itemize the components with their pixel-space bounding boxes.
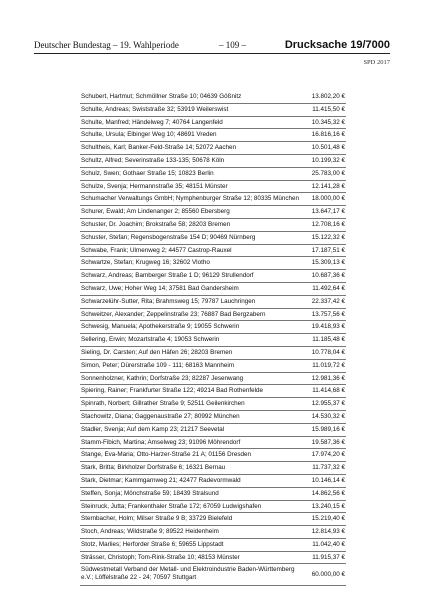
- donation-amount: 14.862,56 €: [311, 489, 345, 497]
- table-row: [80, 462, 346, 475]
- donation-table: [80, 91, 346, 586]
- donor-name-address: Schwarzelühr-Sutter, Rita; Brahmsweg 15; 79787 Lauchringen: [81, 297, 256, 305]
- donor-name-address: Schubert, Hartmut; Schmöllner Straße 10; 04639 Gößnitz: [81, 93, 242, 100]
- table-row: [80, 270, 346, 283]
- donation-amount: 13.757,56 €: [311, 310, 345, 318]
- donation-amount: 14.530,32 €: [311, 412, 345, 420]
- donor-name-address: Sellering, Erwin; Mozartstraße 4; 19053 Schwerin: [81, 336, 220, 344]
- donation-amount: 10.501,48 €: [311, 144, 345, 152]
- table-row: [80, 104, 346, 117]
- donor-name-address: Schumacher Verwaltungs GmbH; Nymphenburger Straße 12; 80335 München: [81, 195, 300, 203]
- table-row: [80, 513, 346, 526]
- page-header: [34, 40, 390, 54]
- table-row: [80, 564, 346, 586]
- donation-amount: 19.418,93 €: [311, 323, 345, 331]
- donation-amount: 11.737,32 €: [312, 464, 345, 472]
- donation-amount: 12.708,16 €: [311, 220, 345, 228]
- donor-name-address: Schwartze, Stefan; Krugweg 16; 32602 Vlotho: [81, 259, 210, 267]
- donor-name-address: Strässer, Christoph; Tom-Rink-Straße 10; 48153 Münster: [81, 553, 240, 561]
- header-rule: [34, 53, 390, 54]
- donation-amount: 12.141,28 €: [311, 182, 345, 190]
- parliament-label: Deutscher Bundestag – 19. Wahlperiode: [34, 40, 179, 50]
- table-row: [80, 219, 346, 232]
- table-row: [80, 117, 346, 130]
- donation-amount: 10.199,32 €: [311, 156, 345, 164]
- donor-name-address: Spinrath, Norbert; Gillrather Straße 9; 52511 Geilenkirchen: [81, 400, 245, 408]
- table-row: [80, 321, 346, 334]
- table-row: [80, 193, 346, 206]
- donor-name-address: Schulte, Andreas; Swiststraße 32; 53919 Weilerswist: [81, 105, 229, 113]
- table-row: [80, 539, 346, 552]
- donation-amount: 15.989,16 €: [311, 425, 345, 433]
- table-row: [80, 257, 346, 270]
- donor-name-address: Stange, Eva-Maria; Otto-Harzer-Straße 21 A; 01156 Dresden: [81, 451, 251, 459]
- donor-name-address: Schultz, Alfred; Severinstraße 133-135; 50678 Köln: [81, 156, 225, 164]
- donation-amount: 18.000,00 €: [311, 195, 345, 203]
- donor-name-address: Stamm-Fibich, Martina; Amselweg 23; 91096 Möhrendorf: [81, 438, 241, 446]
- donation-amount: 11.415,50 €: [312, 105, 345, 113]
- donation-amount: 11.042,40 €: [312, 540, 345, 548]
- table-row: [80, 142, 346, 155]
- donation-amount: 13.647,17 €: [311, 208, 345, 216]
- donation-amount: 12.981,36 €: [311, 374, 345, 382]
- donation-amount: 60.000,00 €: [311, 571, 345, 579]
- donation-amount: 13.802,20 €: [311, 93, 345, 100]
- table-row: [80, 155, 346, 168]
- donor-name-address: Schwabe, Frank; Ulmenweg 2; 44577 Castrop-Rauxel: [81, 246, 232, 254]
- donor-name-address: Schulte, Ursula; Elbinger Weg 10; 48691 Vreden: [81, 131, 217, 139]
- donation-amount: 16.816,16 €: [311, 131, 345, 139]
- table-row: [80, 526, 346, 539]
- donor-name-address: Schwarz, Uwe; Hoher Weg 14; 37581 Bad Gandersheim: [81, 284, 239, 292]
- table-row: [80, 373, 346, 386]
- page-number: – 109 –: [219, 40, 246, 50]
- donation-amount: 15.219,40 €: [311, 515, 345, 523]
- table-row: [80, 411, 346, 424]
- table-row: [80, 283, 346, 296]
- table-row: [80, 347, 346, 360]
- table-row: [80, 206, 346, 219]
- donor-name-address: Stoch, Andreas; Wildstraße 9; 89522 Heidenheim: [81, 528, 219, 536]
- table-row: [80, 437, 346, 450]
- donation-amount: 22.337,42 €: [311, 297, 345, 305]
- donation-amount: 17.187,51 €: [311, 246, 345, 254]
- donor-name-address: Stark, Britta; Birkholzer Dorfstraße 6; 16321 Bernau: [81, 464, 226, 472]
- table-row: [80, 91, 346, 104]
- table-row: [80, 385, 346, 398]
- donor-name-address: Schulz, Swen; Gothaer Straße 15; 10823 Berlin: [81, 169, 214, 177]
- donation-amount: 10.687,36 €: [311, 272, 345, 280]
- donor-name-address: Stotz, Marlies; Herforder Straße 6; 59655 Lippstadt: [81, 540, 224, 548]
- table-row: [80, 296, 346, 309]
- donation-amount: 11.915,37 €: [312, 553, 345, 561]
- donation-amount: 11.019,72 €: [312, 361, 345, 369]
- donor-name-address: Schuster, Stefan; Regensbogenstraße 154 D; 90469 Nürnberg: [81, 233, 256, 241]
- donation-amount: 13.240,15 €: [311, 502, 345, 510]
- donor-name-address: Schweitzer, Alexander; Zeppelinstraße 23; 76887 Bad Bergzabern: [81, 310, 266, 318]
- donation-amount: 15.122,32 €: [311, 233, 345, 241]
- donation-amount: 25.783,00 €: [311, 169, 345, 177]
- table-row: [80, 168, 346, 181]
- table-row: [80, 449, 346, 462]
- donor-name-address: Steffen, Sonja; Mönchstraße 59; 18439 Stralsund: [81, 489, 219, 497]
- donor-name-address: Spiering, Rainer; Frankfurter Straße 122; 49214 Bad Rothenfelde: [81, 387, 264, 395]
- donation-amount: 11.185,48 €: [312, 336, 345, 344]
- table-row: [80, 309, 346, 322]
- donor-name-address: Südwestmetall Verband der Metall- und Elektroindustrie Baden-Württemberg e.V.; Löffelstraße 22 - 24; 70597 Stuttgart: [81, 566, 295, 582]
- donor-name-address: Stark, Dietmar; Kammgarnweg 21; 42477 Radevormwald: [81, 476, 241, 484]
- donor-name-address: Schwesig, Manuela; Apothekerstraße 9; 19055 Schwerin: [81, 323, 240, 331]
- donation-amount: 11.414,68 €: [312, 387, 345, 395]
- donation-amount: 10.345,32 €: [311, 118, 345, 126]
- donation-amount: 17.974,20 €: [311, 451, 345, 459]
- table-row: [80, 488, 346, 501]
- table-row: [80, 245, 346, 258]
- party-year-label: SPD 2017: [363, 59, 390, 66]
- table-row: [80, 360, 346, 373]
- donation-amount: 11.492,64 €: [312, 284, 345, 292]
- donor-name-address: Simon, Peter; Dürerstraße 109 - 111; 68163 Mannheim: [81, 361, 235, 369]
- donor-name-address: Steinruck, Jutta; Frankenthaler Straße 172; 67059 Ludwigshafen: [81, 502, 262, 510]
- donor-name-address: Stachowitz, Diana; Gaggenaustraße 27; 80992 München: [81, 412, 240, 420]
- donation-amount: 12.955,37 €: [311, 400, 345, 408]
- table-row: [80, 181, 346, 194]
- donation-amount: 10.778,04 €: [311, 348, 345, 356]
- table-row: [80, 398, 346, 411]
- table-row: [80, 475, 346, 488]
- donor-name-address: Sonnenholzner, Kathrin; Dorfstraße 23; 82287 Jesenwang: [81, 374, 244, 382]
- donor-name-address: Schulze, Svenja; Hermannstraße 35; 48151 Münster: [81, 182, 228, 190]
- donation-amount: 15.309,13 €: [311, 259, 345, 267]
- table-row: [80, 424, 346, 437]
- donor-name-address: Stadler, Svenja; Auf dem Kamp 23; 21217 Seevetal: [81, 425, 225, 433]
- table-row: [80, 552, 346, 565]
- donor-name-address: Schurer, Ewald; Am Lindenanger 2; 85560 Ebersberg: [81, 208, 230, 216]
- donor-name-address: Schultheis, Karl; Banker-Feld-Straße 14; 52072 Aachen: [81, 144, 237, 152]
- donation-amount: 12.814,93 €: [311, 528, 345, 536]
- table-row: [80, 501, 346, 514]
- donor-name-address: Sternbacher, Holm; Milser Straße 9 B; 33729 Bielefeld: [81, 515, 233, 523]
- document-number: Drucksache 19/7000: [284, 39, 390, 51]
- donation-amount: 10.146,14 €: [311, 476, 345, 484]
- donation-amount: 19.587,36 €: [311, 438, 345, 446]
- table-row: [80, 232, 346, 245]
- donor-name-address: Schwarz, Andreas; Bamberger Straße 1 D; 96129 Strullendorf: [81, 272, 254, 280]
- donor-name-address: Schuster, Dr. Joachim; Brokstraße 58; 28203 Bremen: [81, 220, 231, 228]
- donor-name-address: Sieling, Dr. Carsten; Auf den Häfen 26; 28203 Bremen: [81, 348, 233, 356]
- table-row: [80, 334, 346, 347]
- table-row: [80, 129, 346, 142]
- donor-name-address: Schulte, Manfred; Händelweg 7; 40764 Langenfeld: [81, 118, 223, 126]
